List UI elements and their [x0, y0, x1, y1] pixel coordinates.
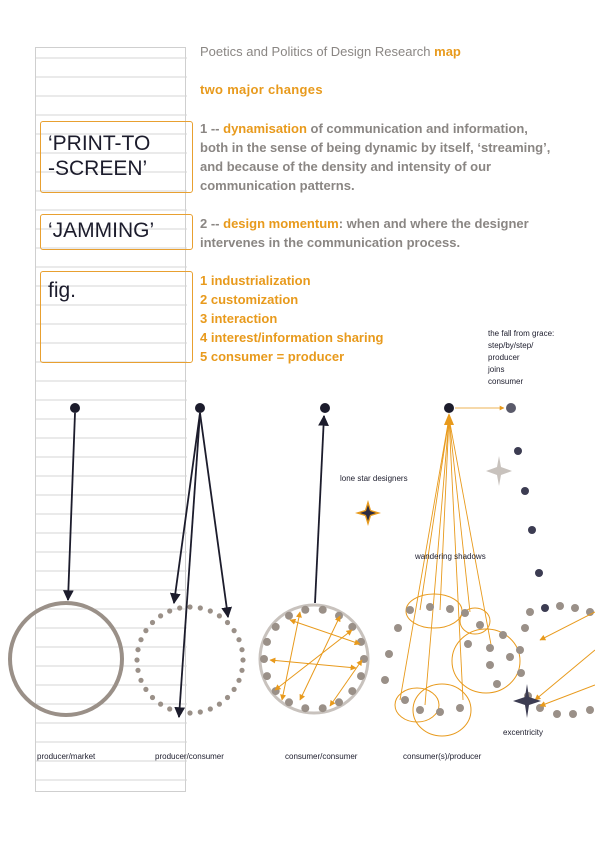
consumer-dot [143, 628, 148, 633]
falling-node [541, 604, 549, 612]
fig-list-item: 4 interest/information sharing [200, 330, 384, 345]
jamming-label: ‘JAMMING’ [48, 219, 155, 242]
fig-list-item: 1 industrialization [200, 273, 311, 288]
consumer-dot [319, 606, 327, 614]
consumer-dot [138, 637, 143, 642]
falling-dots [514, 447, 543, 577]
change-1-text: of communication and information, both in the sense of being dynamic by itself, ‘streaming’, and because of the density and intensity of our communication patterns. [200, 121, 551, 193]
consumer-dot [357, 672, 365, 680]
lone-star-icon [360, 505, 376, 521]
consumer-dot [285, 612, 293, 620]
consumer-dot [208, 706, 213, 711]
fig-list-item: 2 customization [200, 292, 299, 307]
consumer-dot [135, 668, 140, 673]
consumer-dot [138, 678, 143, 683]
change-2-prefix: 2 -- [200, 216, 224, 231]
subheading: two major changes [200, 82, 323, 97]
consumer-dot [348, 687, 356, 695]
consumer-dot [187, 710, 192, 715]
consumer-dot [187, 604, 192, 609]
consumer-dot [217, 702, 222, 707]
consumer-dot [239, 668, 244, 673]
consumer-dot [236, 678, 241, 683]
consumer-dot [263, 672, 271, 680]
consumer-dot [335, 698, 343, 706]
consumer-dot [177, 605, 182, 610]
arrow [315, 416, 324, 603]
arrow [68, 413, 75, 600]
consumer-dot [239, 647, 244, 652]
consumer-dots [381, 603, 514, 716]
consumer-dot [198, 709, 203, 714]
wandering-shadows-label: wandering shadows [415, 552, 486, 561]
consumer-consumer-label: consumer/consumer [285, 752, 358, 761]
consumer-dot [319, 704, 327, 712]
note-line: step/by/step/ [488, 341, 534, 350]
consumer-dot [232, 687, 237, 692]
gray-star-icon [486, 456, 512, 486]
consumer-dot [167, 608, 172, 613]
producer-beams [400, 418, 492, 705]
arrow [444, 413, 454, 425]
consumer-dot [272, 687, 280, 695]
consumer-dot [236, 637, 241, 642]
consumer-dot [272, 623, 280, 631]
consumer-dot [301, 606, 309, 614]
fig-label: fig. [48, 279, 77, 302]
consumer-dot [158, 613, 163, 618]
producer-node [195, 403, 205, 413]
lone-star-label: lone star designers [340, 474, 408, 483]
change-1-prefix: 1 -- [200, 121, 224, 136]
group-ellipses [395, 594, 520, 736]
consumer-dot [260, 655, 268, 663]
consumer-dot [135, 647, 140, 652]
excentricity-star-icon [513, 684, 541, 718]
consumer-dot [301, 704, 309, 712]
change-1-keyword: dynamisation [223, 121, 307, 136]
consumer-dot [225, 620, 230, 625]
consumer-dot [240, 657, 245, 662]
consumer-dot [143, 687, 148, 692]
consumer-dot [150, 695, 155, 700]
note-line: producer [488, 353, 520, 362]
arrow [174, 413, 200, 603]
consumer-ring [134, 604, 245, 715]
consumer-dot [158, 702, 163, 707]
consumer-dot [348, 623, 356, 631]
producer-node [70, 403, 80, 413]
consumer-dot [217, 613, 222, 618]
producer-node [444, 403, 454, 413]
consumers-producer-label: consumer(s)/producer [403, 752, 482, 761]
title-text: Poetics and Politics of Design Research [200, 44, 431, 59]
consumer-node [320, 403, 330, 413]
arrow [200, 413, 228, 617]
consumer-dot [285, 698, 293, 706]
consumer-dot [150, 620, 155, 625]
fig-list-item: 5 consumer = producer [200, 349, 345, 364]
producer-market-label: producer/market [37, 752, 96, 761]
interaction-arrows [270, 612, 362, 706]
fig-list-item: 3 interaction [200, 311, 278, 326]
note-line: the fall from grace: [488, 329, 555, 338]
consumer-dot [232, 628, 237, 633]
consumer-dot [208, 608, 213, 613]
consumer-dot [134, 657, 139, 662]
excentricity-label: excentricity [503, 728, 544, 737]
change-2-keyword: design momentum [223, 216, 339, 231]
market-circle [10, 603, 122, 715]
arrow [179, 413, 200, 717]
change-2-text: : when and where the designer intervenes in the communication process. [200, 216, 529, 250]
consumer-dot [198, 605, 203, 610]
title-accent: map [434, 44, 461, 59]
note-line: consumer [488, 377, 524, 386]
consumer-dot [263, 638, 271, 646]
consumer-dot [357, 638, 365, 646]
consumer-dot [225, 695, 230, 700]
consumer-dot [167, 706, 172, 711]
note-line: joins [488, 365, 505, 374]
print-to-screen-label: ‘PRINT-TO -SCREEN’ [48, 132, 151, 180]
producer-consumer-label: producer/consumer [155, 752, 224, 761]
falling-node [506, 403, 516, 413]
excentricity-arrows [535, 612, 595, 706]
